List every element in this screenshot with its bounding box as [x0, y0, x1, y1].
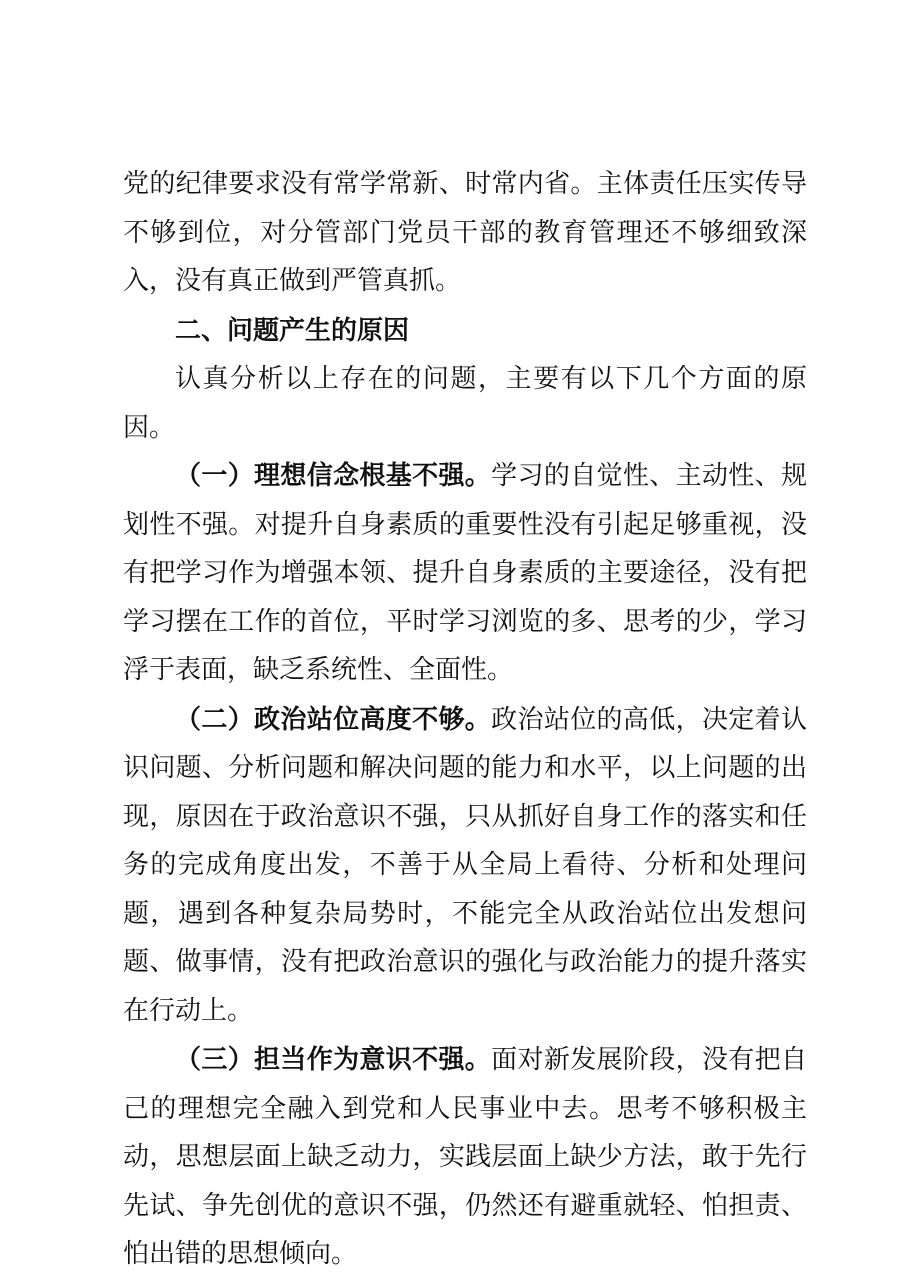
item-2-title: （二）政治站位高度不够。 [175, 704, 492, 735]
item-3-text: 面对新发展阶段，没有把自己的理想完全融入到党和人民事业中去。思考不够积极主动，思想层面上缺乏动力，实践层面上缺少方法，敢于先行先试、争先创优的意识不强，仍然还有避重就轻、怕担责、怕出错的思想倾向。 [123, 1045, 807, 1269]
paragraph-discipline: 党的纪律要求没有常学常新、时常内省。主体责任压实传导不够到位，对分管部门党员干部的教育管理还不够细致深入，没有真正做到严管真抓。 [123, 169, 807, 296]
item-1-title: （一）理想信念根基不强。 [175, 461, 492, 491]
paragraph-item-2 [123, 696, 807, 1036]
item-3-title: （三）担当作为意识不强。 [175, 1045, 492, 1075]
paragraph-item-1 [123, 452, 807, 695]
section-heading: 二、问题产生的原因 [175, 315, 410, 346]
item-1-text: 学习的自觉性、主动性、规划性不强。对提升自身素质的重要性没有引起足够重视，没有把学习作为增强本领、提升自身素质的主要途径，没有把学习摆在工作的首位，平时学习浏览的多、思考的少，学习浮于表面，缺乏系统性、全面性。 [123, 461, 807, 685]
paragraph-intro: 认真分析以上存在的问题，主要有以下几个方面的原因。 [123, 364, 807, 443]
document-body [123, 160, 807, 1279]
paragraph-item-3 [123, 1036, 807, 1279]
item-2-text: 政治站位的高低，决定着认识问题、分析问题和解决问题的能力和水平，以上问题的出现，原因在于政治意识不强，只从抓好自身工作的落实和任务的完成角度出发，不善于从全局上看待、分析和处理问题，遇到各种复杂局势时，不能完全从政治站位出发想问题、做事情，没有把政治意识的强化与政治能力的提升落实在行动上。 [123, 704, 807, 1026]
